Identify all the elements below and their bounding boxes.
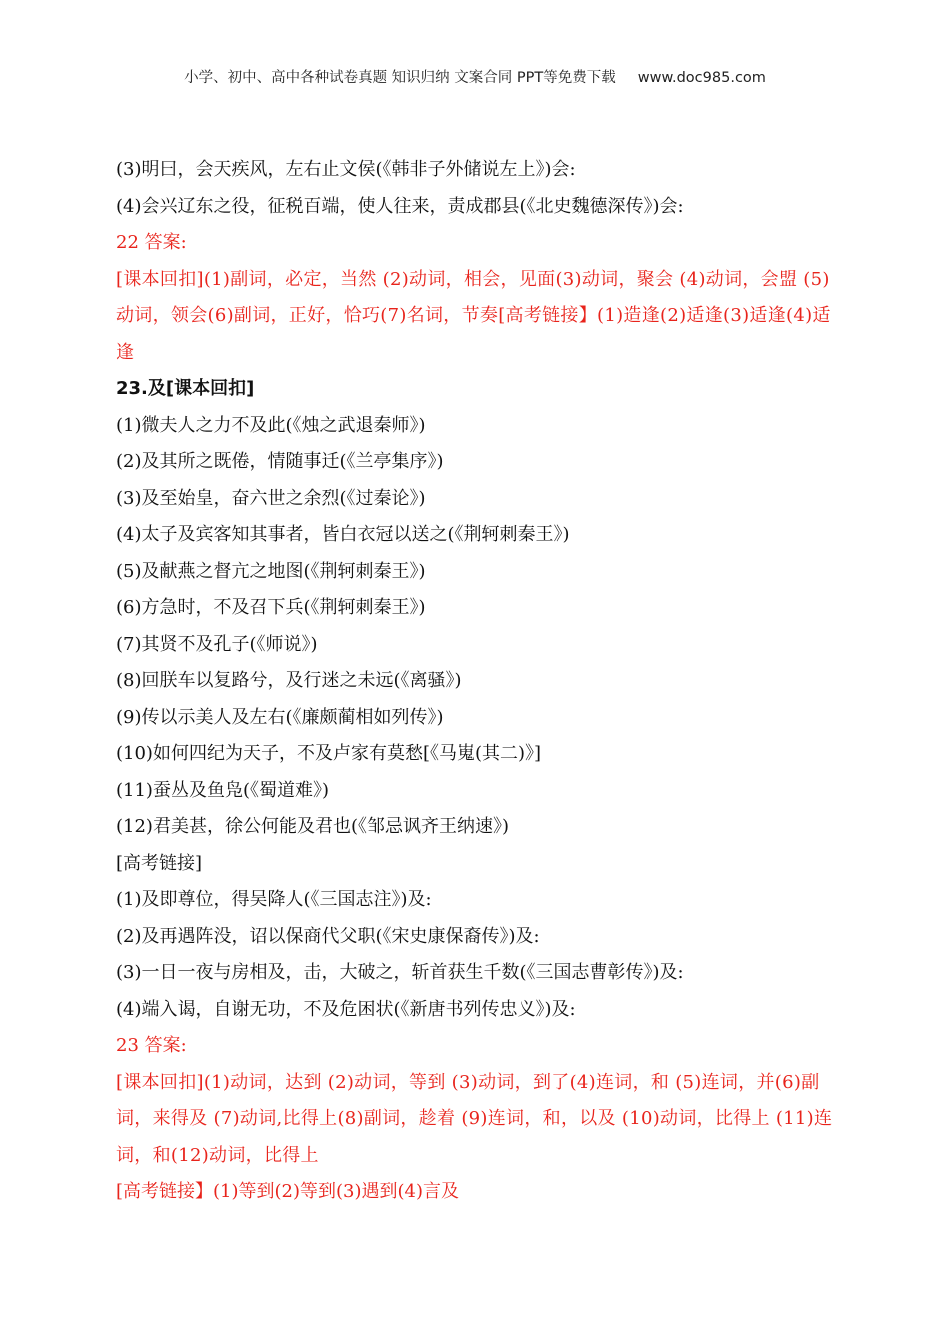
text-line-15: (10)如何四纪为天子，不及卢家有莫愁[《马嵬(其二)》]	[116, 743, 542, 764]
header-text: 小学、初中、高中各种试卷真题 知识归纳 文案合同 PPT等免费下载	[184, 70, 616, 86]
text-line-12: (7)其贤不及孔子(《师说》)	[116, 633, 318, 655]
answer-heading-23: 23 答案:	[116, 1035, 187, 1056]
text-line-9: (4)太子及宾客知其事者，皆白衣冠以送之(《荆轲刺秦王》)	[116, 524, 570, 545]
text-line-14: (9)传以示美人及左右(《廉颇蔺相如列传》)	[116, 706, 444, 728]
header-url[interactable]: www.doc985.com	[637, 70, 766, 86]
text-line-20: (2)及再遇阵没，诏以保商代父职(《宋史康保裔传》)及:	[116, 925, 540, 947]
text-line-6: (1)微夫人之力不及此(《烛之武退秦师》)	[116, 414, 426, 436]
text-line-10: (5)及献燕之督亢之地图(《荆轲刺秦王》)	[116, 560, 426, 582]
text-line-13: (8)回朕车以复路兮，及行迷之未远(《离骚》)	[116, 670, 462, 691]
answer-heading-22: 22 答案:	[116, 232, 187, 253]
section-heading-23: 23.及[课本回扣]	[116, 378, 255, 399]
answer-body-22: [课本回扣](1)副词，必定，当然 (2)动词，相会，见面(3)动词，聚会 (4)动词，会盟 (5)动词，领会(6)副词，正好，恰巧(7)名词，节奏[高考链接】(1)造逢(2)适逢(3)适逢(4)适逢	[116, 268, 831, 363]
text-line-2: (4)会兴辽东之役，征税百端，使人往来，责成郡县(《北史魏德深传》)会:	[116, 195, 684, 217]
text-line-17: (12)君美甚，徐公何能及君也(《邹忌讽齐王纳速》)	[116, 816, 509, 837]
page-header	[0, 66, 950, 87]
text-line-8: (3)及至始皇，奋六世之余烈(《过秦论》)	[116, 487, 426, 509]
document-body	[116, 152, 840, 1211]
text-line-22: (4)端入谒，自谢无功，不及危困状(《新唐书列传忠义》)及:	[116, 998, 576, 1020]
text-line-19: (1)及即尊位，得吴降人(《三国志注》)及:	[116, 889, 432, 910]
gaokao-link-heading: [高考链接]	[116, 852, 203, 874]
answer-body-23: [课本回扣](1)动词，达到 (2)动词，等到 (3)动词，到了(4)连词，和 (5)连词，并(6)副词，来得及 (7)动词,比得上(8)副词，趁着 (9)连词，和，以及 (10)动词，比得上 (11)连词，和(12)动词，比得上	[116, 1071, 833, 1166]
text-line-21: (3)一日一夜与房相及，击，大破之，斩首获生千数(《三国志曹彰传》)及:	[116, 962, 684, 983]
answer-gaokao-23: [高考链接】(1)等到(2)等到(3)遇到(4)言及	[116, 1181, 460, 1202]
text-line-1: (3)明曰，会天疾风，左右止文侯(《韩非子外储说左上》)会:	[116, 159, 576, 180]
text-line-16: (11)蚕丛及鱼凫(《蜀道难》)	[116, 779, 329, 801]
text-line-7: (2)及其所之既倦，情随事迁(《兰亭集序》)	[116, 451, 444, 472]
text-line-11: (6)方急时，不及召下兵(《荆轲刺秦王》)	[116, 597, 426, 618]
